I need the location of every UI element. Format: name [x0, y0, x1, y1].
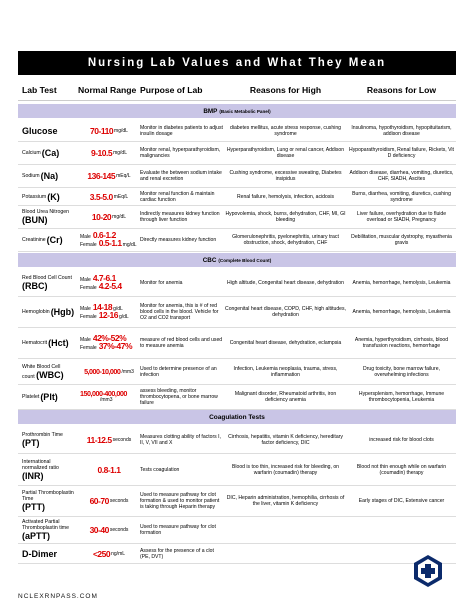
normal-range	[78, 385, 142, 409]
gender-label: Female	[80, 284, 97, 291]
lab-prefix: Blood Urea Nitrogen	[22, 209, 70, 215]
lab-prefix: Hemoglobin	[22, 309, 50, 315]
normal-range	[78, 297, 142, 327]
reasons-low	[347, 517, 456, 543]
lab-name	[18, 517, 82, 543]
range-unit: mEq/L	[116, 173, 131, 179]
range-unit: /mm3	[121, 368, 134, 375]
header-purpose: Purpose of Lab	[140, 85, 203, 95]
lab-name	[18, 142, 82, 164]
range-value: <250	[92, 548, 111, 559]
lab-name	[18, 385, 82, 409]
lab-prefix: Activated Partial Thromboplastin time	[22, 519, 69, 531]
lab-prefix: Partial Thromboplastin Time	[22, 490, 74, 502]
section-coagulation	[18, 410, 456, 424]
reasons-high: Cirrhosis, hepatitis, vitamin K deficiency, hereditary factor deficiency, DIC	[228, 433, 343, 446]
range-unit: g/dL	[113, 306, 123, 312]
range-unit: mEq/L	[113, 193, 129, 200]
range-value: 0.8-1.1	[97, 464, 121, 475]
lab-prefix: White Blood Cell	[22, 363, 61, 370]
table-row-rbc	[18, 269, 456, 297]
lab-abbr: (RBC)	[22, 280, 48, 291]
lab-abbr: (BUN)	[22, 215, 48, 225]
section-title: Coagulation Tests	[209, 413, 265, 421]
table-row-sodium	[18, 165, 456, 188]
nclex-logo-icon	[412, 554, 444, 588]
table-row-ddimer	[18, 544, 456, 564]
range-unit: /mm3	[100, 397, 113, 403]
lab-name	[18, 165, 82, 187]
normal-range	[78, 188, 140, 205]
normal-range	[78, 517, 140, 543]
reasons-low: increased risk for blood clots	[369, 436, 434, 443]
gender-label: Male	[80, 306, 91, 312]
range-value: 4.7-6.1	[92, 272, 116, 283]
section-subtitle: (Complete Blood Count)	[218, 257, 272, 263]
section-title: BMP	[203, 107, 218, 115]
range-value: 9-10.5	[90, 148, 113, 158]
table-header	[18, 80, 456, 101]
normal-range	[78, 142, 140, 164]
lab-name-line2	[22, 370, 64, 380]
lab-abbr: (Plt)	[40, 392, 58, 402]
reasons-low: Anemia, hemorrhage, hemolysis, Leukemia	[352, 309, 451, 315]
table-row-bun	[18, 206, 456, 229]
range-value: 10-20	[91, 212, 112, 222]
normal-range	[78, 426, 140, 453]
table-row-calcium	[18, 142, 456, 165]
reasons-low: Hypersplenism, hemorrhage, Immune thrombocytopenia, Leukemia	[358, 391, 445, 403]
footer-website: NCLEXRNPASS.COM	[18, 593, 98, 600]
range-female	[80, 240, 137, 248]
lab-abbr: (Ca)	[41, 148, 60, 158]
range-female	[80, 312, 129, 320]
lab-name	[18, 328, 82, 358]
header-reasons-high: Reasons for High	[249, 85, 322, 95]
range-unit: ng/mL	[111, 550, 126, 557]
range-female	[80, 343, 132, 351]
table-row-inr	[18, 454, 456, 486]
reasons-low: Drug toxicity, bone marrow failure, overwhelming infections	[363, 365, 440, 378]
table-row-potassium	[18, 188, 456, 206]
header-lab-test: Lab Test	[22, 85, 57, 95]
reasons-high: diabetes mellitus, acute stress response, cushing syndrome	[230, 124, 341, 137]
purpose: Indirectly measures kidney function through liver function	[140, 211, 220, 223]
reasons-high: Hypovolemia, shock, burns, dehydration, CHF, MI, GI bleeding	[225, 211, 346, 223]
reasons-high: Renal failure, hemolysis, infection, acidosis	[236, 193, 335, 200]
range-value: 30-40	[89, 525, 109, 535]
lab-prefix: Red Blood Cell Count	[22, 274, 72, 281]
lab-name	[18, 229, 82, 251]
lab-prefix: Prothrombin Time	[22, 431, 63, 438]
reasons-low: Early stages of DIC, Extensive cancer	[358, 498, 445, 504]
purpose: Measures clotting ability of factors I, II, V, VII and X	[140, 433, 221, 446]
lab-name	[18, 188, 82, 205]
range-unit: mg/dL	[122, 242, 137, 248]
lab-abbr: (Hgb)	[50, 307, 75, 317]
lab-prefix: Calcium	[22, 150, 41, 156]
gender-label: Female	[80, 242, 97, 248]
range-value: 14-18	[92, 302, 113, 312]
reasons-high: DIC, Heparin administration, hemophilia, cirrhosis of the liver, vitamin K deficiency	[226, 495, 345, 507]
lab-prefix: Potassium	[22, 193, 47, 200]
section-subtitle: (Basic Metabolic Panel)	[219, 108, 271, 114]
range-female	[80, 280, 122, 291]
reasons-high	[224, 544, 347, 563]
page-title: Nursing Lab Values and What They Mean	[18, 51, 456, 75]
lab-prefix: International normalized ratio	[22, 458, 59, 471]
normal-range	[78, 544, 140, 563]
range-value: 0.5-1.1	[98, 238, 122, 248]
table-row-plt	[18, 385, 456, 410]
table-row-aptt	[18, 517, 456, 544]
range-unit: seconds	[112, 436, 132, 443]
gender-label: Female	[80, 345, 97, 351]
section-title: CBC	[202, 256, 217, 264]
purpose: assess bleeding, monitor thrombocytopena, or bone marrow failure	[140, 388, 218, 406]
reasons-low: Hypoparathyroidism, Renal failure, Rickets, Vit D deficiency	[349, 147, 454, 159]
table-row-hgb	[18, 297, 456, 328]
range-value: 4.2-5.4	[98, 280, 122, 291]
lab-prefix: Platelet	[22, 394, 40, 400]
normal-range	[78, 269, 142, 296]
reasons-high: Malignant disorder, Rheumatoid arthritis, iron deficiency anemia	[234, 391, 337, 403]
reasons-low: Addison disease, diarrhea, vomiting, diuretics, CHF, SIADH, Ascites	[349, 170, 454, 182]
normal-range	[78, 229, 142, 251]
table-row-wbc	[18, 359, 456, 385]
gender-label: Male	[80, 234, 91, 240]
table-row-creatinine	[18, 229, 456, 252]
purpose: Monitor in diabetes patients to adjust insulin dosage	[140, 124, 223, 137]
normal-range	[78, 120, 140, 141]
range-value: 136-145	[87, 171, 116, 181]
reasons-high: Glomerulonephritis, pyelonephritis, urinary tract obstruction, shock, dehydration, CHF	[232, 234, 339, 246]
lab-abbr: (Na)	[40, 171, 59, 181]
lab-name	[18, 454, 76, 485]
range-unit: mg/dL	[113, 150, 127, 156]
lab-abbr: (WBC)	[36, 369, 64, 380]
range-unit: seconds	[109, 527, 129, 533]
table-row-glucose	[18, 120, 456, 142]
lab-abbr: (K)	[47, 191, 60, 202]
lab-name	[18, 269, 82, 296]
lab-name: Glucose	[22, 125, 58, 136]
lab-name	[18, 426, 82, 453]
lab-abbr: (INR)	[22, 470, 44, 481]
lab-prefix: Sodium	[22, 173, 40, 179]
lab-name	[18, 297, 82, 327]
lab-prefix: Hematocrit	[22, 340, 48, 346]
purpose: Used to measure pathway for clot formation & used to monitor patient is taking through Heparin therapy	[140, 492, 220, 510]
section-cbc	[18, 253, 456, 267]
normal-range	[78, 206, 140, 228]
purpose: Used to determine presence of an infection	[140, 365, 217, 378]
reasons-high: Cushing syndrome, excessive sweating, Diabetes insipidus	[229, 170, 342, 182]
section-bmp	[18, 104, 456, 118]
reasons-high: Congenital heart disease, dehydration, eclampsia	[229, 340, 342, 346]
reasons-high: High altitude, Congenital heart disease, dehydration	[227, 279, 344, 286]
header-reasons-low: Reasons for Low	[366, 85, 437, 95]
table-row-hct	[18, 328, 456, 359]
normal-range	[78, 359, 140, 384]
reasons-high: Infection, Leukemia neoplasia, trauma, stress, inflammation	[233, 365, 338, 378]
reasons-low: Anemia, hyperthyroidism, cirrhosis, blood transfusion reactions, hemorrhage	[354, 337, 449, 349]
range-unit: seconds	[109, 498, 129, 504]
reasons-low: Anemia, hemorrhage, hemolysis, Leukemia	[352, 279, 451, 286]
normal-range	[78, 486, 140, 516]
range-value: 70-110	[90, 125, 114, 136]
range-value: 0.6-1.2	[92, 230, 116, 240]
reasons-low: Debilitation, muscular dystrophy, myasthenia gravis	[351, 234, 452, 246]
purpose: measure of red blood cells and used to measure anemia	[140, 337, 223, 349]
normal-range	[78, 454, 140, 485]
purpose: Assess for the presence of a clot (PE, DVT)	[140, 547, 214, 560]
reasons-high	[224, 517, 347, 543]
purpose: Monitor renal function & maintain cardiac function	[140, 190, 215, 203]
range-unit: g/dL	[118, 314, 129, 320]
lab-prefix-2: count	[22, 373, 35, 380]
range-value: 150,000-400,000	[80, 389, 127, 398]
range-value: 3.5-5.0	[89, 191, 113, 202]
gender-label: Male	[80, 276, 91, 283]
range-value: 5,000-10,000	[84, 366, 121, 376]
gender-label: Female	[80, 314, 97, 320]
reasons-low: Insulinoma, hypothyroidism, hypopituitarism, addison disease	[351, 124, 452, 137]
purpose: Monitor for anemia	[140, 279, 183, 286]
table-row-ptt	[18, 486, 456, 517]
reasons-high: Blood is too thin, increased risk for bleeding, on warfarin (coumadin) therapy	[231, 463, 340, 476]
reasons-low: Burns, diarrhea, vomiting, diuretics, cushing syndrome	[352, 190, 451, 203]
reasons-high: Hyperparathyroidism, Lung or renal cancer, Addison disease	[226, 147, 345, 159]
lab-abbr: (Cr)	[46, 235, 63, 245]
range-unit: mg/dL	[112, 214, 127, 220]
reasons-low: Liver failure, overhydration due to fluide overload or SIADH, Pregnancy	[356, 211, 447, 223]
reasons-low: Blood not thin enough while on warfarin (coumadin) therapy	[356, 463, 447, 476]
lab-name	[18, 359, 82, 384]
gender-label: Male	[80, 337, 91, 343]
range-value: 37%-47%	[98, 341, 133, 351]
purpose: Monitor for anemia, this is # of red blood cells in the blood. Vehicle for O2 and CO2 transport	[140, 303, 219, 321]
table-row-pt	[18, 426, 456, 454]
lab-abbr: (PT)	[22, 437, 40, 448]
lab-abbr: (PTT)	[22, 502, 45, 512]
range-value: 12-16	[98, 310, 118, 320]
header-normal-range: Normal Range	[78, 85, 137, 95]
range-unit: mg/dL	[114, 127, 128, 134]
lab-name	[18, 206, 82, 228]
purpose: Directly measures kidney function	[140, 237, 217, 243]
reasons-high: Congenital heart disease, COPD, CHF, high altitudes, dehydration	[225, 306, 346, 318]
range-value: 60-70	[89, 496, 109, 506]
purpose: Used to measure pathway for clot formation	[140, 524, 216, 536]
range-value: 42%-52%	[92, 333, 127, 343]
lab-name: D-Dimer	[22, 548, 58, 559]
purpose: Evaluate the between sodium intake and renal excretion	[140, 170, 222, 182]
purpose: Monitor renal, hyperparathyroidism, malignancies	[140, 147, 221, 159]
lab-abbr: (aPTT)	[22, 531, 50, 541]
lab-abbr: (Hct)	[48, 338, 69, 348]
range-value: 11-12.5	[86, 434, 112, 445]
lab-prefix: Creatinine	[22, 237, 46, 243]
lab-name	[18, 486, 82, 516]
normal-range	[78, 328, 142, 358]
normal-range	[78, 165, 140, 187]
purpose: Tests coagulation	[140, 466, 180, 473]
